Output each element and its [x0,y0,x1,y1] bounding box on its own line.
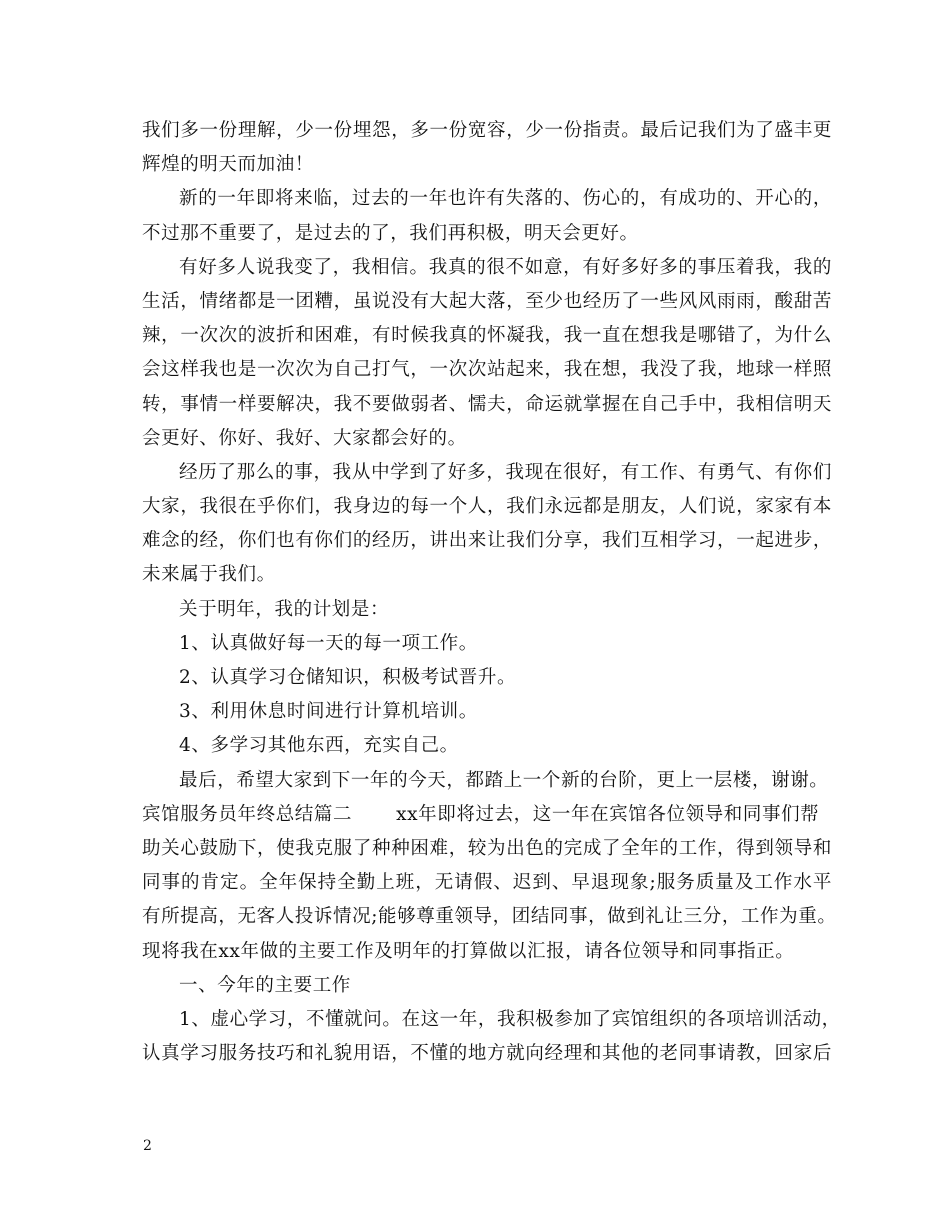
text-line: 我们多一份理解，少一份埋怨，多一份宽容，少一份指责。最后记我们为了盛丰更 [142,120,832,141]
paragraph-first-line: 1、虚心学习，不懂就问。在这一年，我积极参加了宾馆组织的各项培训活动， [179,1008,841,1030]
list-item: 3、利用休息时间进行计算机培训。 [179,701,478,723]
paragraph-first-line: 新的一年即将来临，过去的一年也许有失落的、伤心的，有成功的、开心的， [179,188,832,210]
text-line: 辉煌的明天而加油！ [142,154,314,176]
text-line: 转，事情一样要解决，我不要做弱者、懦夫，命运就掌握在自己手中，我相信明天 [142,393,832,415]
document-body [142,114,841,1071]
section-text: xx年即将过去，这一年在宾馆各位领导和同事们帮 [396,803,820,825]
text-line: 助关心鼓励下，使我克服了种种困难，较为出色的完成了全年的工作，得到领导和 [142,837,832,859]
text-line: 现将我在xx年做的主要工作及明年的打算做以汇报，请各位领导和同事指正。 [142,940,795,962]
paragraph-first-line: 经历了那么的事，我从中学到了好多，我现在很好，有工作、有勇气、有你们 [179,461,832,483]
list-intro: 关于明年，我的计划是： [179,598,390,620]
section-heading-line [142,798,832,832]
text-line: 难念的经，你们也有你们的经历，讲出来让我们分享，我们互相学习，一起进步， [142,530,832,552]
text-line: 会更好、你好、我好、大家都会好的。 [142,427,467,449]
subheading: 一、今年的主要工作 [179,974,351,996]
text-line: 未来属于我们。 [142,564,276,586]
paragraph-first-line: 有好多人说我变了，我相信。我真的很不如意，有好多好多的事压着我，我的 [179,256,832,278]
text-line: 大家，我很在乎你们，我身边的每一个人，我们永远都是朋友，人们说，家家有本 [142,496,832,518]
section-title: 宾馆服务员年终总结篇二 [142,803,353,825]
page-number: 2 [143,1138,152,1154]
text-line: 生活，情绪都是一团糟，虽说没有大起大落，至少也经历了一些风风雨雨，酸甜苦 [142,290,832,312]
text-line: 认真学习服务技巧和礼貌用语，不懂的地方就向经理和其他的老同事请教，回家后 [142,1043,832,1065]
text-line: 不过那不重要了，是过去的了，我们再积极，明天会更好。 [142,222,639,244]
closing-line: 最后，希望大家到下一年的今天，都踏上一个新的台阶，更上一层楼，谢谢。 [179,769,829,791]
text-line: 辣，一次次的波折和困难，有时候我真的怀凝我，我一直在想我是哪错了，为什么 [142,325,832,347]
text-line: 有所提高，无客人投诉情况;能够尊重领导，团结同事，做到礼让三分，工作为重。 [142,906,837,928]
text-line: 会这样我也是一次次为自己打气，一次次站起来，我在想，我没了我，地球一样照 [142,359,832,381]
list-item: 4、多学习其他东西，充实自己。 [179,735,459,757]
list-item: 1、认真做好每一天的每一项工作。 [179,632,478,654]
text-line: 同事的肯定。全年保持全勤上班，无请假、迟到、早退现象;服务质量及工作水平 [142,872,832,894]
list-item: 2、认真学习仓储知识，积极考试晋升。 [179,667,517,688]
